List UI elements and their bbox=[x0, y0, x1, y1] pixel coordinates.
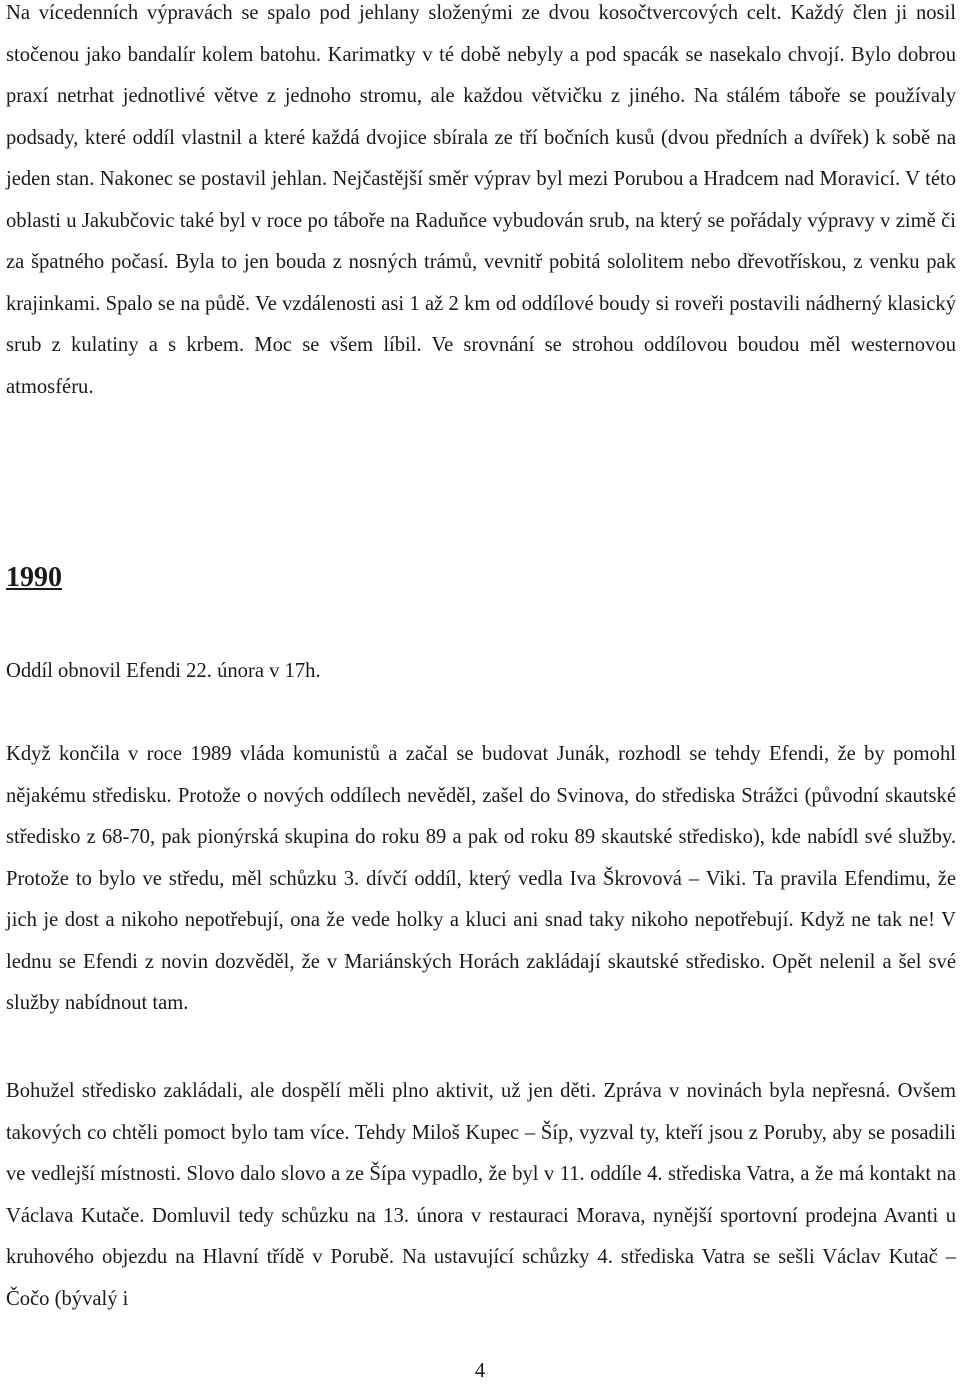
paragraph-restart: Oddíl obnovil Efendi 22. února v 17h. bbox=[6, 660, 321, 682]
page-number: 4 bbox=[474, 1360, 486, 1382]
paragraph-expeditions: Na vícedenních výpravách se spalo pod jehlany složenými ze dvou kosočtvercových celt. Každý člen ji nosil stočenou jako bandalír kolem batohu. Karimatky v té době nebyly a pod spacák se nasekalo chvojí. Bylo dobrou praxí netrhat jednotlivé větve z jednoho stromu, ale každou větvičku z jiného. Na stálém táboře se používaly podsady, které oddíl vlastnil a které každá dvojice sbírala ze tří bočních kusů (dvou předních a dvířek) k sobě na jeden stan. Nakonec se postavil jehlan. Nejčastější směr výprav byl mezi Porubou a Hradcem nad Moravicí. V této oblasti u Jakubčovic také byl v roce po táboře na Raduňce vybudován srub, na který se pořádaly výpravy v zimě či za špatného počasí. Byla to jen bouda z nosných trámů, vevnitř pobitá sololitem nebo dřevotřískou, z venku pak krajinkami. Spalo se na půdě. Ve vzdálenosti asi 1 až 2 km od oddílové boudy si roveři postavili nádherný klasický srub z kulatiny a s krbem. Moc se všem líbil. Ve srovnání se strohou oddílovou boudou měl westernovou atmosféru. bbox=[6, 2, 956, 398]
year-heading: 1990 bbox=[6, 562, 62, 593]
paragraph-efendi-story: Když končila v roce 1989 vláda komunistů a začal se budovat Junák, rozhodl se tehdy Efendi, že by pomohl nějakému středisku. Protože o nových oddílech nevěděl, zašel do Svinova, do střediska Strážci (původní skautské středisko z 68-70, pak pionýrská skupina do roku 89 a pak od roku 89 skautské středisko), kde nabídl své služby. Protože to bylo ve středu, měl schůzku 3. dívčí oddíl, který vedla Iva Škrovová – Viki. Ta pravila Efendimu, že jich je dost a nikoho nepotřebují, ona že vede holky a kluci ani snad taky nikoho nepotřebují. Když ne tak ne! V lednu se Efendi z novin dozvěděl, že v Mariánských Horách zakládají skautské středisko. Opět nelenil a šel své služby nabídnout tam. bbox=[6, 743, 956, 1014]
paragraph-vatra-founding: Bohužel středisko zakládali, ale dospělí měli plno aktivit, už jen děti. Zpráva v novinách byla nepřesná. Ovšem takových co chtěli pomoct bylo tam více. Tehdy Miloš Kupec – Šíp, vyzval ty, kteří jsou z Poruby, aby se posadili ve vedlejší místnosti. Slovo dalo slovo a ze Šípa vypadlo, že byl v 11. oddíle 4. střediska Vatra, a že má kontakt na Václava Kutače. Domluvil tedy schůzku na 13. února v restauraci Morava, nynější sportovní prodejna Avanti u kruhového objezdu na Hlavní třídě v Porubě. Na ustavující schůzky 4. střediska Vatra se sešli Václav Kutač – Čočo (bývalý i bbox=[6, 1080, 956, 1310]
